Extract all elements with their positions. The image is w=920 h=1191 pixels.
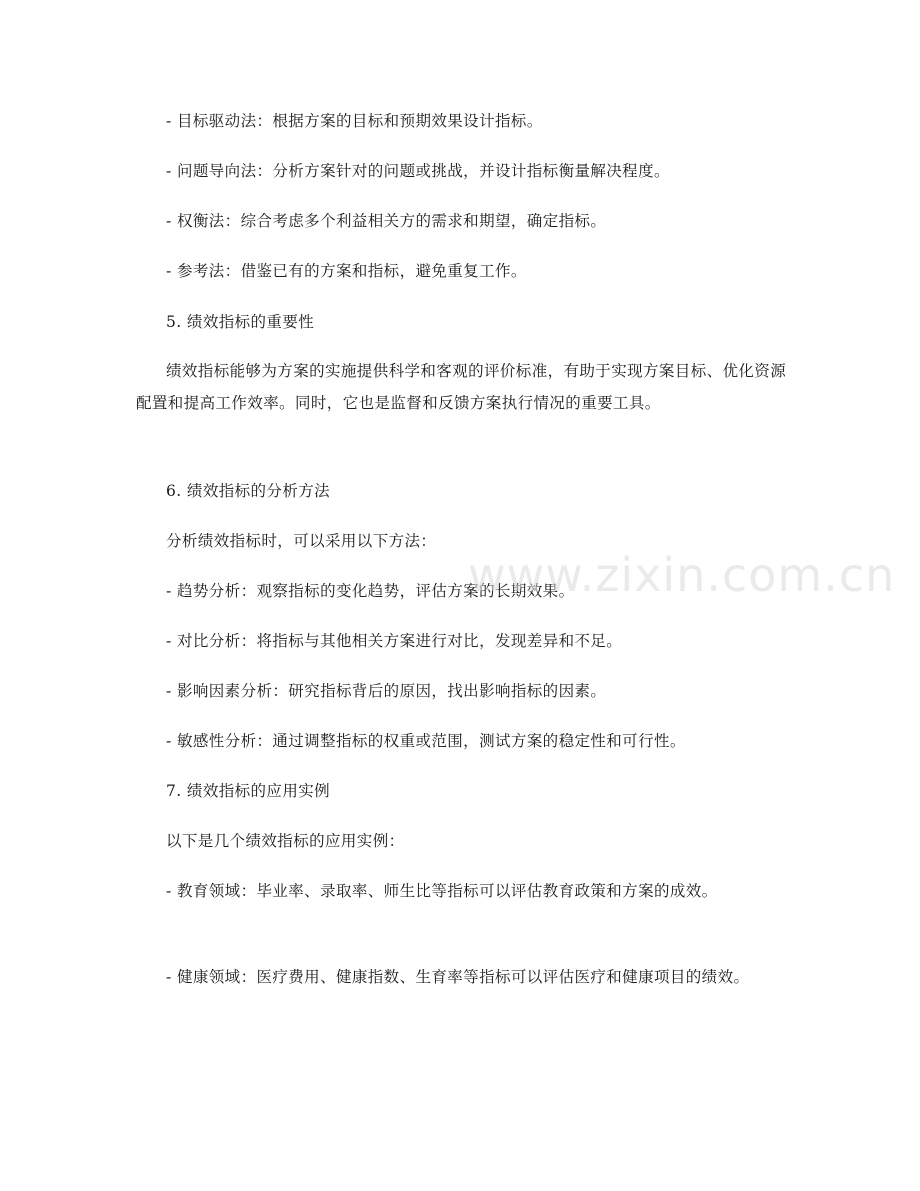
intro-application-examples: 以下是几个绩效指标的应用实例：	[166, 832, 405, 850]
list-item-sensitivity: - 敏感性分析：通过调整指标的权重或范围，测试方案的稳定性和可行性。	[166, 732, 686, 750]
list-item-trend: - 趋势分析：观察指标的变化趋势，评估方案的长期效果。	[166, 582, 575, 600]
list-item-compare: - 对比分析：将指标与其他相关方案进行对比，发现差异和不足。	[166, 632, 623, 650]
list-item-education: - 教育领域：毕业率、录取率、师生比等指标可以评估教育政策和方案的成效。	[166, 882, 718, 900]
section-heading-5: 5. 绩效指标的重要性	[166, 313, 315, 331]
watermark: www.zixin.com.cn	[468, 548, 896, 602]
list-item-tradeoff: - 权衡法：综合考虑多个利益相关方的需求和期望，确定指标。	[166, 212, 607, 230]
list-item-health: - 健康领域：医疗费用、健康指数、生育率等指标可以评估医疗和健康项目的绩效。	[166, 968, 750, 986]
list-item-problem-oriented: - 问题导向法：分析方案针对的问题或挑战，并设计指标衡量解决程度。	[166, 162, 670, 180]
section-heading-7: 7. 绩效指标的应用实例	[166, 782, 331, 800]
list-item-factor: - 影响因素分析：研究指标背后的原因，找出影响指标的因素。	[166, 682, 607, 700]
list-item-reference: - 参考法：借鉴已有的方案和指标，避免重复工作。	[166, 262, 527, 280]
list-item-goal-driven: - 目标驱动法：根据方案的目标和预期效果设计指标。	[166, 112, 543, 130]
section-heading-6: 6. 绩效指标的分析方法	[166, 482, 331, 500]
paragraph-importance: 绩效指标能够为方案的实施提供科学和客观的评价标准，有助于实现方案目标、优化资源配置和提高工作效率。同时，它也是监督和反馈方案执行情况的重要工具。	[136, 362, 787, 412]
intro-analysis-methods: 分析绩效指标时，可以采用以下方法：	[166, 532, 437, 550]
